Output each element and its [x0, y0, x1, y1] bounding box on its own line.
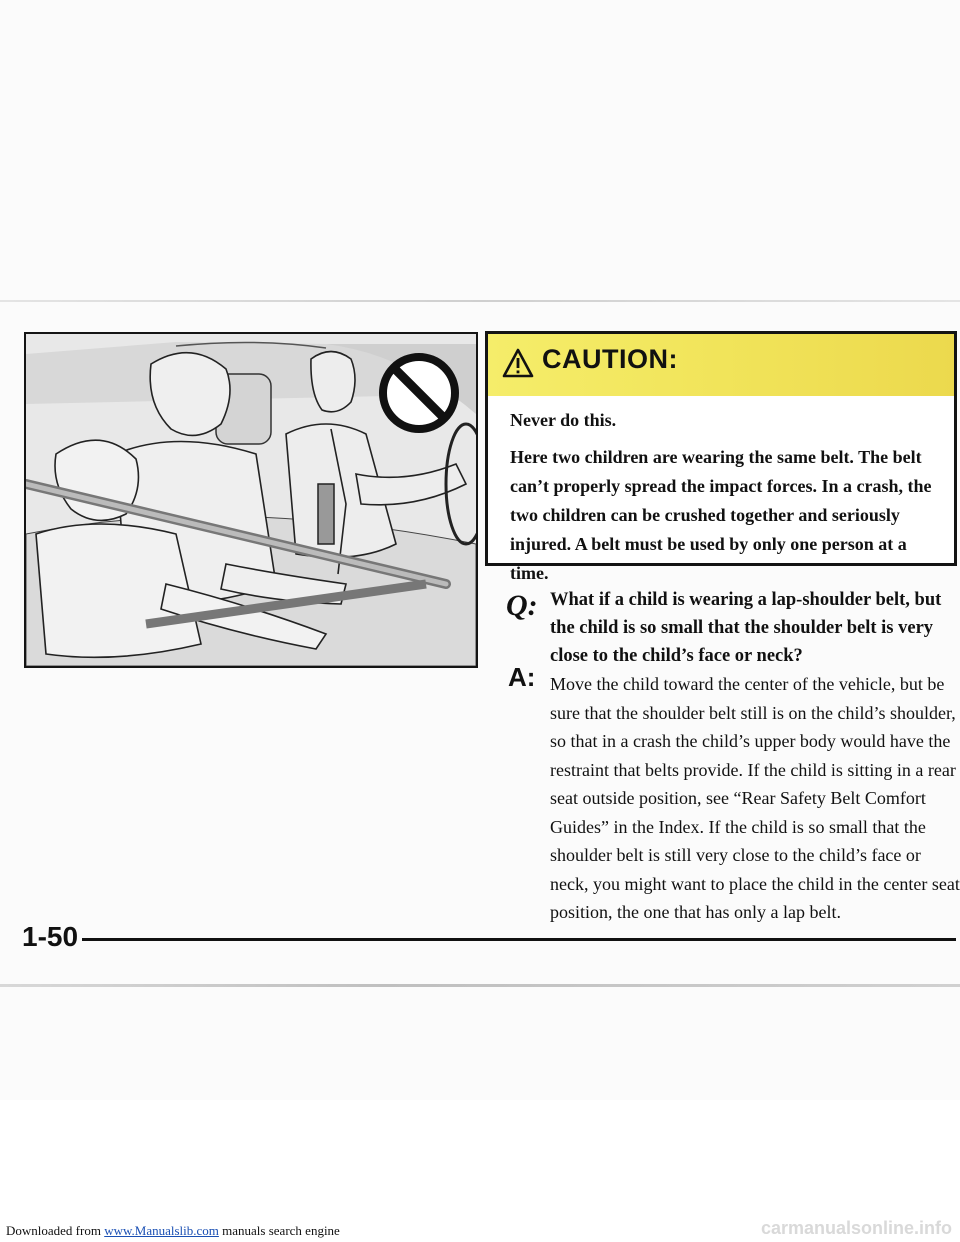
- site-watermark: carmanualsonline.info: [760, 1218, 952, 1238]
- caution-body: [510, 406, 940, 588]
- caution-header: [488, 334, 954, 396]
- page-number-rule: [82, 938, 956, 941]
- question-text: What if a child is wearing a lap-shoulder belt, but the child is so small that the shoulder belt is very close to the child’s face or neck?: [550, 590, 942, 666]
- answer-label: A:: [508, 662, 536, 692]
- manualslib-link[interactable]: www.Manualslib.com: [104, 1223, 219, 1238]
- top-divider: [0, 300, 960, 302]
- prohibited-icon: [378, 352, 460, 434]
- bottom-divider: [0, 984, 960, 987]
- page-number: 1-50: [22, 921, 79, 952]
- caution-text: Here two children are wearing the same belt. The belt can’t properly spread the impact forces. In a crash, the two children can be crushed together and seriously injured. A belt must be used by only one person at a time.: [510, 447, 932, 583]
- caution-box: [485, 331, 957, 583]
- caution-title: CAUTION:: [542, 344, 678, 374]
- footer-suffix: manuals search engine: [218, 1223, 340, 1238]
- download-footer: [6, 1223, 340, 1239]
- warning-triangle-icon: [502, 348, 534, 378]
- shared-belt-illustration: [24, 332, 478, 668]
- answer-text: Move the child toward the center of the vehicle, but be sure that the shoulder belt still is on the child’s shoulder, so that in a crash the child’s upper body would have the restraint that belts provide. If the child is sitting in a rear seat outside position, see “Rear Safety Belt Comfort Guides” in the Index. If the child is so small that the shoulder belt is still very close to the child’s face or neck, you might want to place the child in the center seat position, the one that has only a lap belt.: [550, 674, 960, 922]
- question-label: Q:: [506, 589, 538, 622]
- caution-lead: Never do this.: [510, 410, 617, 430]
- footer-prefix: Downloaded from: [6, 1223, 105, 1238]
